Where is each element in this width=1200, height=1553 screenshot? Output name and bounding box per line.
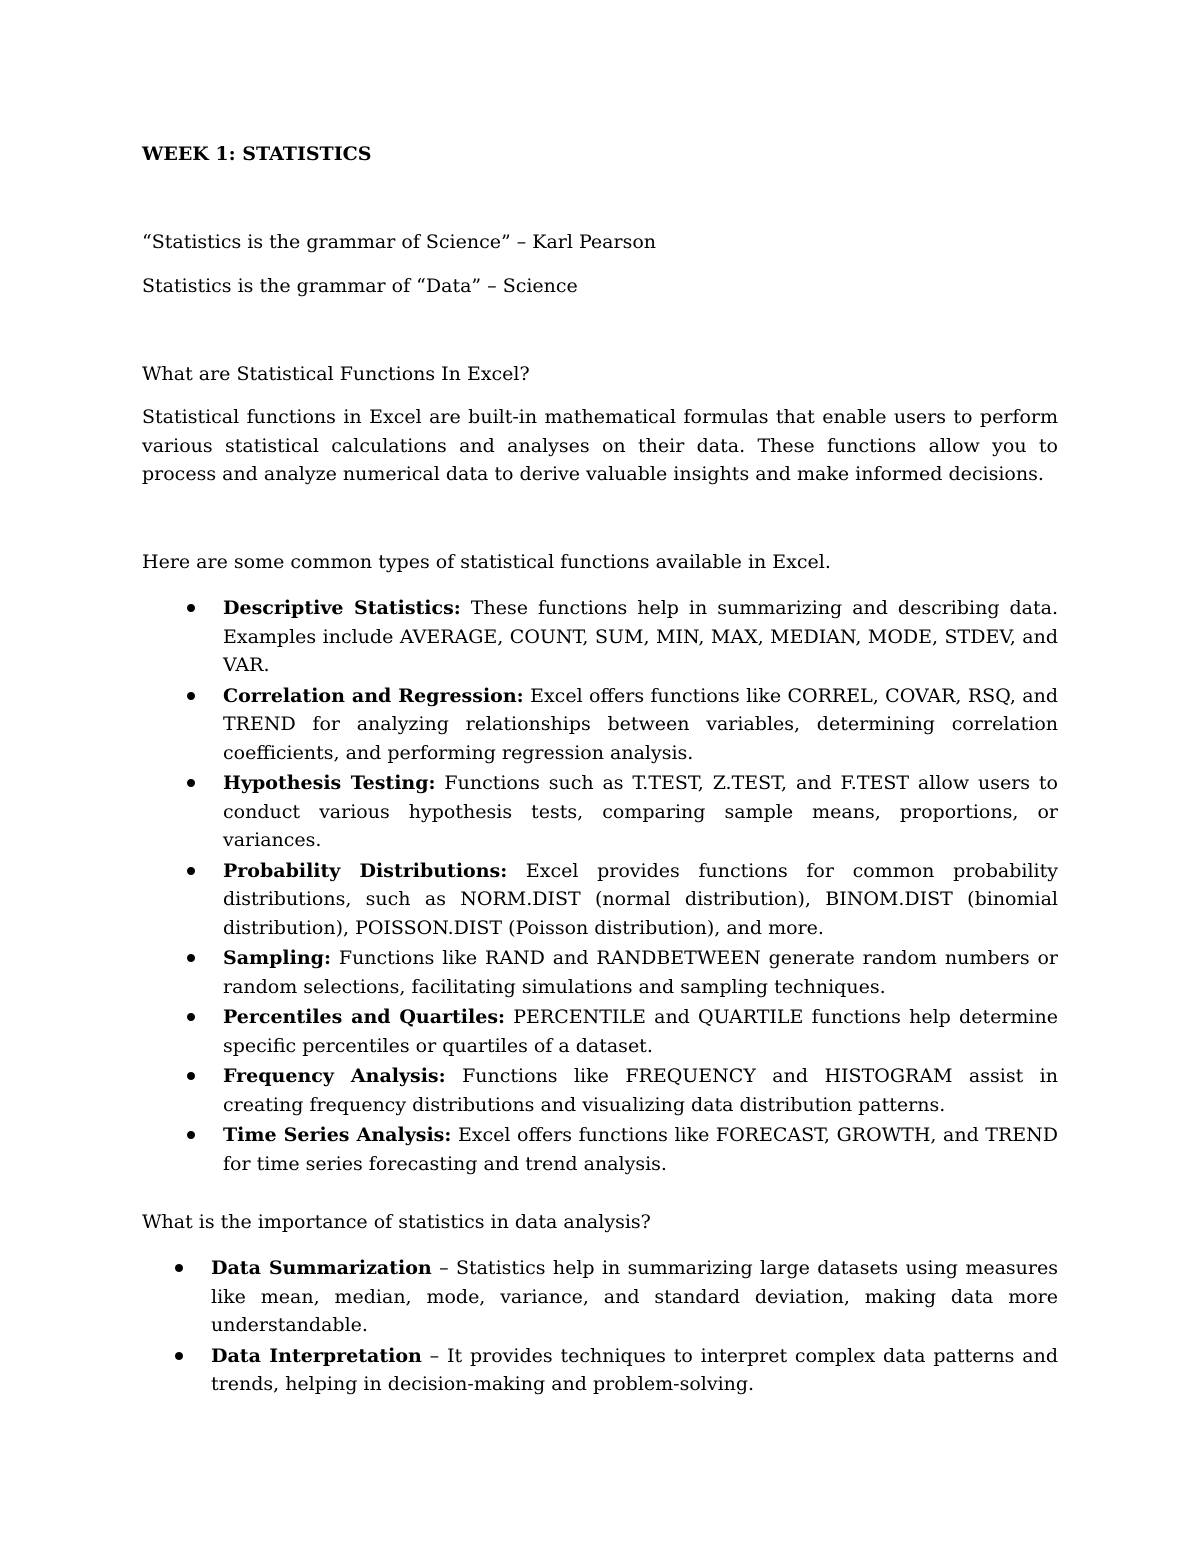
list-item-term: Data Summarization xyxy=(211,1257,432,1279)
list-item xyxy=(142,1062,1058,1119)
quote-data-science: Statistics is the grammar of “Data” – Science xyxy=(142,275,578,297)
bullet-icon xyxy=(175,1264,183,1272)
list-item xyxy=(142,594,1058,680)
bullet-icon xyxy=(187,1013,195,1021)
list-item-text: PERCENTILE and QUARTILE functions help determine specific percentiles or quartiles of a dataset. xyxy=(223,1006,1058,1057)
list-item xyxy=(142,944,1058,1001)
list-item xyxy=(142,682,1058,768)
list-item xyxy=(142,857,1058,943)
list-item-text: – It provides techniques to interpret complex data patterns and trends, helping in decision-making and problem-solving. xyxy=(211,1344,1058,1395)
list-item xyxy=(142,1121,1058,1178)
question-statistical-functions: What are Statistical Functions In Excel? xyxy=(142,363,530,385)
bullet-icon xyxy=(175,1352,183,1360)
page-title: WEEK 1: STATISTICS xyxy=(142,143,372,165)
list-item-term: Correlation and Regression: xyxy=(223,684,524,707)
bullet-icon xyxy=(187,867,195,875)
bullet-icon xyxy=(187,1131,195,1139)
bullet-icon xyxy=(187,954,195,962)
paragraph-statistical-functions: Statistical functions in Excel are built-in mathematical formulas that enable users to perform various statistical calculations and analyses on their data. These functions allow you to process and analyze numerical data to derive valuable insights and make informed decisions. xyxy=(142,406,1058,485)
list-item-text: Excel provides functions for common probability distributions, such as NORM.DIST (normal distribution), BINOM.DIST (binomial distribution), POISSON.DIST (Poisson distribution), and more. xyxy=(223,859,1058,939)
list-item-term: Descriptive Statistics: xyxy=(223,597,461,619)
list-item-text: – Statistics help in summarizing large datasets using measures like mean, median, mode, variance, and standard deviation, making data more understandable. xyxy=(211,1257,1058,1336)
list-item xyxy=(142,769,1058,855)
function-types-list xyxy=(142,594,1058,1180)
question-importance: What is the importance of statistics in data analysis? xyxy=(142,1211,651,1233)
list-item-term: Probability Distributions: xyxy=(223,859,508,882)
bullet-icon xyxy=(187,779,195,787)
bullet-icon xyxy=(187,1072,195,1080)
list-item-term: Frequency Analysis: xyxy=(223,1065,446,1087)
bullet-icon xyxy=(187,604,195,612)
list-item-text: Functions like RAND and RANDBETWEEN generate random numbers or random selections, facilitating simulations and sampling techniques. xyxy=(223,947,1058,998)
list-item xyxy=(142,1003,1058,1060)
list-item-text: Functions such as T.TEST, Z.TEST, and F.TEST allow users to conduct various hypothesis tests, comparing sample means, proportions, or variances. xyxy=(223,772,1058,851)
list-item-term: Hypothesis Testing: xyxy=(223,772,436,794)
list-item-term: Percentiles and Quartiles: xyxy=(223,1006,506,1028)
list-item-term: Time Series Analysis: xyxy=(223,1124,452,1146)
list-item-text: These functions help in summarizing and describing data. Examples include AVERAGE, COUNT, SUM, MIN, MAX, MEDIAN, MODE, STDEV, and VAR. xyxy=(223,597,1059,676)
list-item-text: Excel offers functions like FORECAST, GROWTH, and TREND for time series forecasting and trend analysis. xyxy=(223,1124,1058,1175)
list-item-term: Data Interpretation xyxy=(211,1344,422,1367)
quote-karl-pearson: “Statistics is the grammar of Science” – Karl Pearson xyxy=(142,231,657,253)
importance-list xyxy=(142,1254,1058,1401)
bullet-icon xyxy=(187,692,195,700)
list-item xyxy=(142,1342,1058,1399)
list-item xyxy=(142,1254,1058,1340)
list-item-text: Functions like FREQUENCY and HISTOGRAM assist in creating frequency distributions and visualizing data distribution patterns. xyxy=(223,1065,1058,1116)
intro-function-types: Here are some common types of statistical functions available in Excel. xyxy=(142,551,831,573)
list-item-text: Excel offers functions like CORREL, COVAR, RSQ, and TREND for analyzing relationships between variables, determining correlation coefficients, and performing regression analysis. xyxy=(223,684,1058,764)
list-item-term: Sampling: xyxy=(223,947,331,969)
